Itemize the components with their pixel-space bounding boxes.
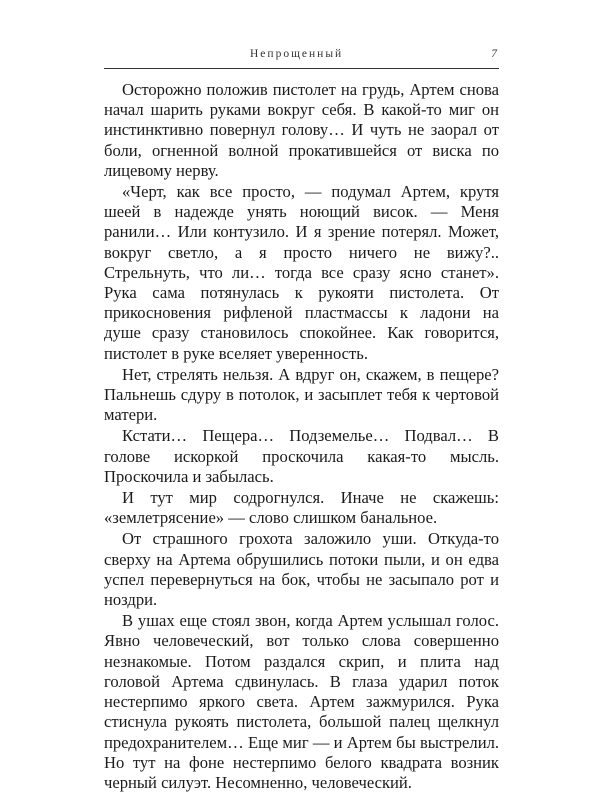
paragraph: И тут мир содрогнулся. Иначе не скажешь: «землетрясение» — слово слишком банальное. <box>104 488 499 528</box>
page-number: 7 <box>491 48 497 60</box>
running-title: Непрощенный <box>250 48 344 60</box>
paragraph: Кстати… Пещера… Подземелье… Подвал… В голове искоркой проскочила какая-то мысль. Проскочила и забылась. <box>104 426 499 486</box>
paragraph: «Черт, как все просто, — подумал Артем, крутя шеей в надежде унять ноющий висок. — Меня ранили… Или контузило. И я зрение потерял. Может, вокруг светло, а я просто ничего не вижу?.. Стрельнуть, что ли… тогда все сразу ясно станет». Рука сама потянулась к рукояти пистолета. От прикосновения рифленой пластмассы к ладони на душе сразу становилось спокойнее. Как говорится, пистолет в руке вселяет уверенность. <box>104 182 499 363</box>
paragraph: От страшного грохота заложило уши. Откуда-то сверху на Артема обрушились потоки пыли, и он едва успел перевернуться на бок, чтобы не засыпало рот и ноздри. <box>104 529 499 610</box>
paragraph: Осторожно положив пистолет на грудь, Артем снова начал шарить руками вокруг себя. В какой-то миг он инстинктивно повернул голову… И чуть не заорал от боли, огненной волной прокатившейся от виска по лицевому нерву. <box>104 80 499 180</box>
running-head <box>104 44 499 69</box>
body-text <box>104 80 499 793</box>
paragraph: В ушах еще стоял звон, когда Артем услышал голос. Явно человеческий, вот только слова совершенно незнакомые. Потом раздался скрип, и плита над головой Артема сдвинулась. В глаза ударил поток нестерпимо яркого света. Артем зажмурился. Рука стиснула рукоять пистолета, большой палец щелкнул предохранителем… Еще миг — и Артем бы выстрелил. Но тут на фоне нестерпимо белого квадрата возник черный силуэт. Несомненно, человеческий. <box>104 611 499 792</box>
paragraph: Нет, стрелять нельзя. А вдруг он, скажем, в пещере? Пальнешь сдуру в потолок, и засыплет тебя к чертовой матери. <box>104 364 499 425</box>
